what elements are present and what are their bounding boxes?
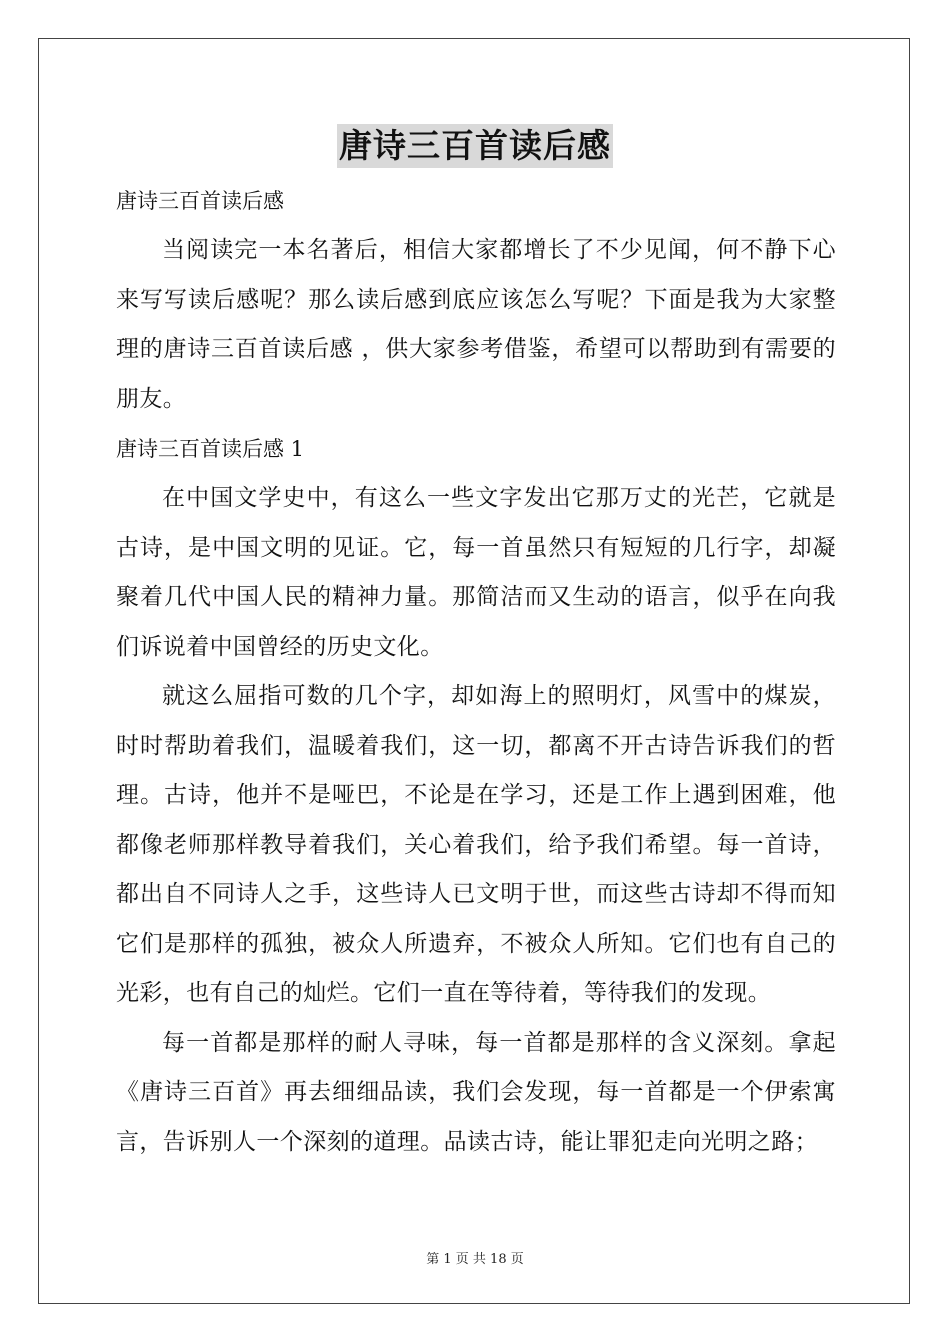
body-paragraph: 在中国文学史中，有这么一些文字发出它那万丈的光芒，它就是古诗，是中国文明的见证。它，每一首虽然只有短短的几行字，却凝聚着几代中国人民的精神力量。那简洁而又生动的语言，似乎在向我们诉说着中国曾经的历史文化。 xyxy=(116,485,836,660)
section-heading: 唐诗三百首读后感 1 xyxy=(116,437,305,461)
title-container xyxy=(0,124,950,168)
body-paragraph: 就这么屈指可数的几个字，却如海上的照明灯，风雪中的煤炭，时时帮助着我们，温暖着我们，这一切，都离不开古诗告诉我们的哲理。古诗，他并不是哑巴，不论是在学习，还是工作上遇到困难，他都像老师那样教导着我们，关心着我们，给予我们希望。每一首诗，都出自不同诗人之手，这些诗人已文明于世，而这些古诗却不得而知它们是那样的孤独，被众人所遗弃，不被众人所知。它们也有自己的光彩，也有自己的灿烂。它们一直在等待着，等待我们的发现。 xyxy=(116,683,836,1006)
document-body xyxy=(116,176,836,1167)
page-footer: 第 1 页 共 18 页 xyxy=(426,1252,524,1267)
body-paragraph: 每一首都是那样的耐人寻味，每一首都是那样的含义深刻。拿起《唐诗三百首》再去细细品读，我们会发现，每一首都是一个伊索寓言，告诉别人一个深刻的道理。品读古诗，能让罪犯走向光明之路； xyxy=(116,1029,836,1155)
document-subtitle: 唐诗三百首读后感 xyxy=(116,189,284,213)
document-title: 唐诗三百首读后感 xyxy=(337,124,613,168)
intro-paragraph: 当阅读完一本名著后，相信大家都增长了不少见闻，何不静下心来写写读后感呢？那么读后感到底应该怎么写呢？下面是我为大家整理的唐诗三百首读后感 ，供大家参考借鉴，希望可以帮助到有需要的朋友。 xyxy=(116,237,836,412)
